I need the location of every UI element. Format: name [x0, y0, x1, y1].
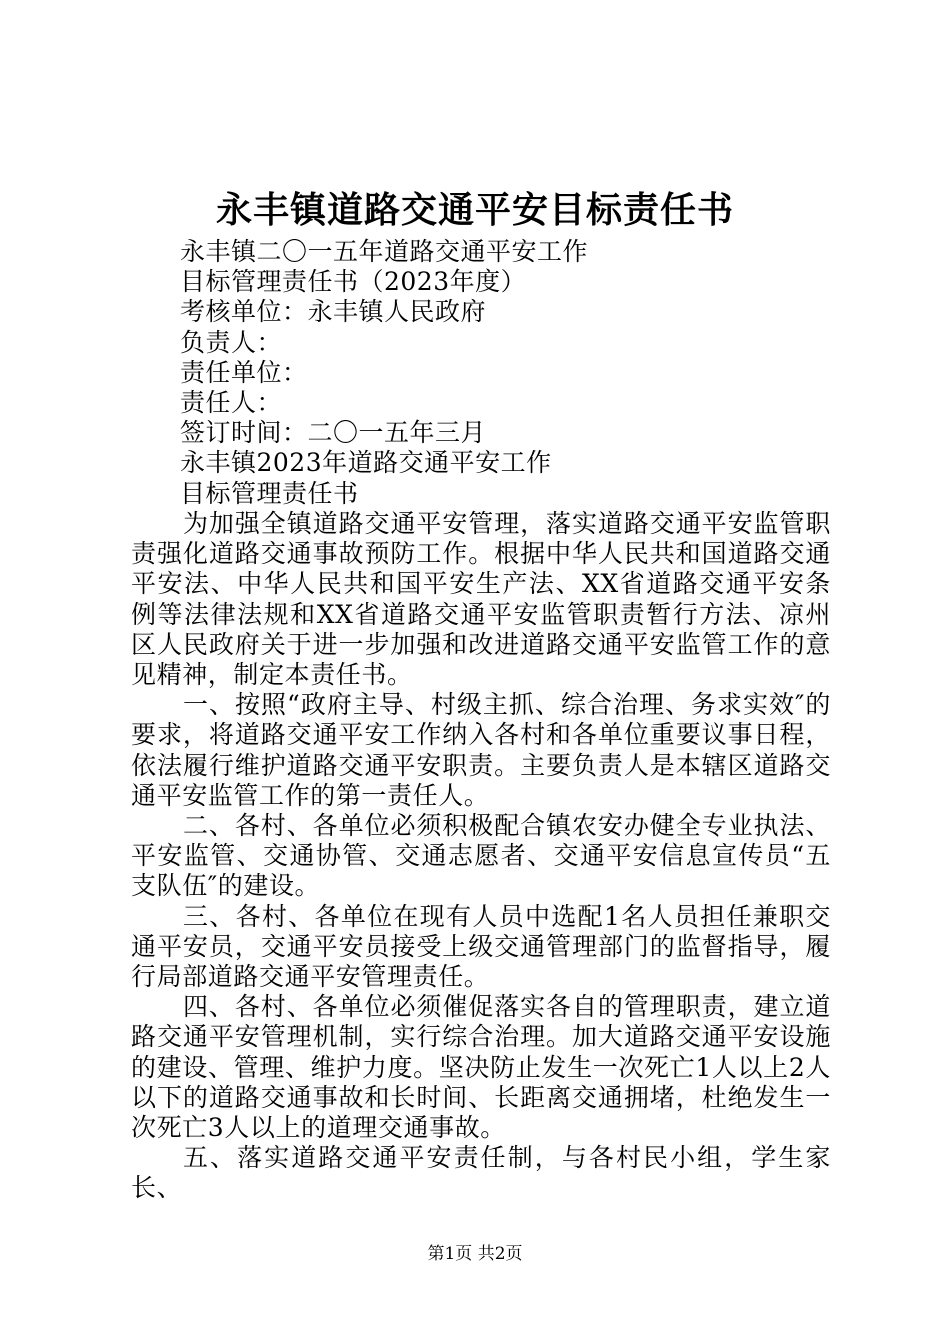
- paragraph: 为加强全镇道路交通平安管理，落实道路交通平安监管职责强化道路交通事故预防工作。根据中华人民共和国道路交通平安法、中华人民共和国平安生产法、XX省道路交通平安条例等法律法规和XX省道路交通平安监管职责暂行方法、凉州区人民政府关于进一步加强和改进道路交通平安监管工作的意见精神，制定本责任书。: [131, 509, 831, 690]
- paragraph: 五、落实道路交通平安责任制，与各村民小组，学生家长、: [131, 1143, 831, 1203]
- paragraph: 三、各村、各单位在现有人员中选配1名人员担任兼职交通平安员，交通平安员接受上级交通管理部门的监督指导，履行局部道路交通平安管理责任。: [131, 901, 831, 992]
- paragraph: 一、按照“政府主导、村级主抓、综合治理、务求实效″的要求，将道路交通平安工作纳入各村和各单位重要议事日程，依法履行维护道路交通平安职责。主要负责人是本辖区道路交通平安监管工作的第一责任人。: [131, 690, 831, 810]
- page-footer: 第1页 共2页: [427, 1244, 523, 1264]
- header-line: 责任单位：: [180, 357, 308, 387]
- document-title: 永丰镇道路交通平安目标责任书: [215, 189, 734, 231]
- header-block: [180, 237, 880, 509]
- body-text: [131, 509, 831, 1204]
- header-line: 负责人：: [180, 327, 283, 357]
- header-line: 责任人：: [180, 387, 283, 417]
- header-line: 永丰镇二〇一五年道路交通平安工作: [180, 237, 589, 266]
- header-line: 目标管理责任书: [180, 478, 359, 508]
- paragraph: 四、各村、各单位必须催促落实各自的管理职责，建立道路交通平安管理机制，实行综合治理。加大道路交通平安设施的建设、管理、维护力度。坚决防止发生一次死亡1人以上2人以下的道路交通事故和长时间、长距离交通拥堵，杜绝发生一次死亡3人以上的道理交通事故。: [131, 992, 831, 1143]
- header-line: 考核单位：永丰镇人民政府: [180, 297, 487, 327]
- header-line: 永丰镇2023年道路交通平安工作: [180, 448, 552, 478]
- header-line: 目标管理责任书（2023年度）: [180, 267, 527, 297]
- paragraph: 二、各村、各单位必须积极配合镇农安办健全专业执法、平安监管、交通协管、交通志愿者、交通平安信息宣传员“五支队伍″的建设。: [131, 811, 831, 901]
- header-line: 签订时间：二〇一五年三月: [180, 418, 487, 448]
